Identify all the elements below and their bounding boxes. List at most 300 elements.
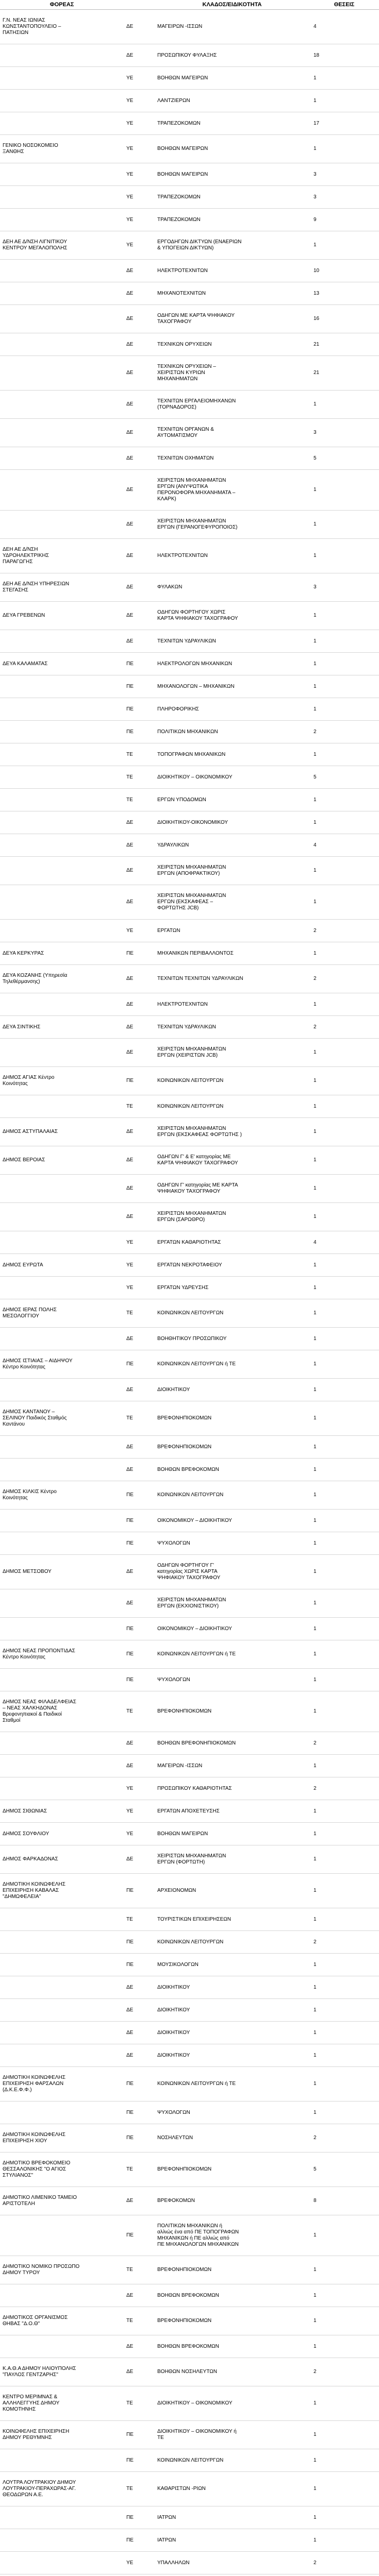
specialty-cell: ΚΑΘΑΡΙΣΤΩΝ -ΡΙΩΝ (155, 2472, 309, 2506)
positions-cell: 1 (309, 67, 379, 90)
organization-cell (0, 209, 124, 231)
positions-cell: 2 (309, 1777, 379, 1800)
positions-cell: 1 (309, 1379, 379, 1401)
category-cell: ΠΕ (124, 1874, 155, 1908)
specialty-cell: ΚΟΙΝΩΝΙΚΩΝ ΛΕΙΤΟΥΡΓΩΝ (155, 1931, 309, 1954)
category-cell: ΤΕ (124, 1401, 155, 1436)
organization-cell (0, 1732, 124, 1755)
category-cell: ΔΕ (124, 630, 155, 653)
category-cell: ΔΕ (124, 1203, 155, 1231)
specialty-cell: ΤΟΠΟΓΡΑΦΩΝ ΜΗΧΑΝΙΚΩΝ (155, 743, 309, 766)
category-cell: ΠΕ (124, 675, 155, 698)
organization-cell (0, 721, 124, 743)
organization-cell: ΔΗΜΟΣ ΚΙΛΚΙΣ Κέντρο Κοινότητας (0, 1481, 124, 1510)
positions-cell: 1 (309, 630, 379, 653)
specialty-cell: ΛΑΝΤΖΙΕΡΩΝ (155, 90, 309, 112)
positions-cell: 1 (309, 1845, 379, 1874)
positions-cell: 1 (309, 231, 379, 260)
category-cell: ΔΕ (124, 333, 155, 356)
organization-cell: ΔΗΜΟΣ ΦΑΡΚΑΔΟΝΑΣ (0, 1845, 124, 1874)
category-cell: ΤΕ (124, 1691, 155, 1732)
specialty-cell: ΒΟΗΘΩΝ ΒΡΕΦΟΚΟΜΩΝ (155, 2335, 309, 2358)
positions-cell: 1 (309, 1976, 379, 1999)
organization-cell (0, 67, 124, 90)
positions-cell: 3 (309, 573, 379, 602)
specialty-cell: ΤΟΥΡΙΣΤΙΚΩΝ ΕΠΙΧΕΙΡΗΣΕΩΝ (155, 1908, 309, 1931)
positions-cell: 1 (309, 653, 379, 675)
specialty-cell: ΟΔΗΓΩΝ Γ' & Ε' κατηγορίας ΜΕ ΚΑΡΤΑ ΨΗΦΙΑΚΟΥ ΤΑΧΟΓΡΑΦΟΥ (155, 1146, 309, 1175)
organization-cell (0, 1669, 124, 1691)
organization-cell (0, 630, 124, 653)
positions-cell: 1 (309, 993, 379, 1016)
category-cell: ΔΕ (124, 260, 155, 282)
organization-cell: ΚΟΙΝΩΦΕΛΗΣ ΕΠΙΧΕΙΡΗΣΗ ΔΗΜΟΥ ΡΕΘΥΜΝΗΣ (0, 2421, 124, 2449)
positions-cell: 2 (309, 721, 379, 743)
category-cell: ΥΕ (124, 1231, 155, 1254)
specialty-cell: ΒΟΗΘΩΝ ΒΡΕΦΟΚΟΜΩΝ (155, 1459, 309, 1481)
specialty-cell: ΝΟΣΗΛΕΥΤΩΝ (155, 2124, 309, 2153)
specialty-cell: ΒΡΕΦΟΝΗΠΙΟΚΟΜΩΝ (155, 1436, 309, 1459)
category-cell: ΠΕ (124, 2102, 155, 2124)
table-row (0, 1277, 379, 1299)
category-cell: ΥΕ (124, 1254, 155, 1277)
table-row (0, 743, 379, 766)
category-cell: ΠΕ (124, 1954, 155, 1976)
specialty-cell: ΧΕΙΡΙΣΤΩΝ ΜΗΧΑΝΗΜΑΤΩΝ ΕΡΓΩΝ (ΣΑΡΩΘΡΟ) (155, 1203, 309, 1231)
table-row (0, 135, 379, 163)
specialty-cell: ΧΕΙΡΙΣΤΩΝ ΜΗΧΑΝΗΜΑΤΩΝ ΕΡΓΩΝ (ΓΕΡΑΝΟΓΕΦΥΡΟΠΟΙΟΣ) (155, 511, 309, 539)
table-row (0, 1401, 379, 1436)
organization-cell (0, 112, 124, 135)
organization-cell: ΔΗΜΟΤΙΚΟ ΒΡΕΦΟΚΟΜΕΙΟ ΘΕΣΣΑΛΟΝΙΚΗΣ "Ο ΑΓΙΟΣ ΣΤΥΛΙΑΝΟΣ" (0, 2153, 124, 2187)
specialty-cell: ΤΕΧΝΙΤΩΝ ΟΡΓΑΝΩΝ & ΑΥΤΟΜΑΤΙΣΜΟΥ (155, 419, 309, 447)
specialty-cell: ΧΕΙΡΙΣΤΩΝ ΜΗΧΑΝΗΜΑΤΩΝ ΕΡΓΩΝ (ΑΝΥΨΩΤΙΚΑ ΠΕΡΟΝΟΦΟΡΑ ΜΗΧΑΝΗΜΑΤΑ – ΚΛΑΡΚ) (155, 470, 309, 511)
positions-cell: 1 (309, 1555, 379, 1589)
positions-cell: 4 (309, 834, 379, 857)
positions-cell: 21 (309, 356, 379, 391)
category-cell: ΥΕ (124, 1800, 155, 1823)
table-row (0, 44, 379, 67)
table-row (0, 1640, 379, 1669)
specialty-cell: ΒΡΕΦΟΝΗΠΙΟΚΟΜΩΝ (155, 1401, 309, 1436)
table-row (0, 2307, 379, 2335)
positions-cell: 1 (309, 2386, 379, 2421)
table-row (0, 653, 379, 675)
positions-cell: 1 (309, 2067, 379, 2102)
organization-cell (0, 419, 124, 447)
organization-cell: ΔΕΥΑ ΓΡΕΒΕΝΩΝ (0, 602, 124, 630)
positions-cell: 1 (309, 2256, 379, 2284)
table-row (0, 1328, 379, 1350)
category-cell: ΤΕ (124, 743, 155, 766)
specialty-cell: ΚΟΙΝΩΝΙΚΩΝ ΛΕΙΤΟΥΡΓΩΝ (155, 2449, 309, 2472)
specialty-cell: ΚΟΙΝΩΝΙΚΩΝ ΛΕΙΤΟΥΡΓΩΝ (155, 1067, 309, 1095)
specialty-cell: ΔΙΟΙΚΗΤΙΚΟΥ – ΟΙΚΟΝΟΜΙΚΟΥ (155, 766, 309, 789)
category-cell: ΠΕ (124, 2421, 155, 2449)
positions-cell: 1 (309, 1459, 379, 1481)
table-row (0, 834, 379, 857)
specialty-cell: ΔΙΟΙΚΗΤΙΚΟΥ (155, 1379, 309, 1401)
category-cell: ΔΕ (124, 419, 155, 447)
specialty-cell: ΜΑΓΕΙΡΩΝ -ΙΣΣΩΝ (155, 10, 309, 44)
organization-cell: ΔΕΥΑ ΚΕΡΚΥΡΑΣ (0, 942, 124, 965)
category-cell: ΔΕ (124, 2358, 155, 2386)
category-cell: ΤΕ (124, 2153, 155, 2187)
specialty-cell: ΚΟΙΝΩΝΙΚΩΝ ΛΕΙΤΟΥΡΓΩΝ ή ΤΕ (155, 2067, 309, 2102)
category-cell: ΔΕ (124, 1379, 155, 1401)
positions-cell: 1 (309, 1254, 379, 1277)
organization-cell (0, 1175, 124, 1203)
positions-cell: 8 (309, 2187, 379, 2215)
category-cell: ΥΕ (124, 1823, 155, 1845)
specialty-cell: ΟΔΗΓΩΝ ΦΟΡΤΗΓΟΥ Γ' κατηγορίας ΧΩΡΙΣ ΚΑΡΤΑ ΨΗΦΙΑΚΟΥ ΤΑΧΟΓΡΑΦΟΥ (155, 1555, 309, 1589)
table-row (0, 1954, 379, 1976)
specialty-cell: ΧΕΙΡΙΣΤΩΝ ΜΗΧΑΝΗΜΑΤΩΝ ΕΡΓΩΝ (ΑΠΟΦΡΑΚΤΙΚΟΥ) (155, 857, 309, 885)
positions-cell: 1 (309, 1277, 379, 1299)
organization-cell: ΔΗΜΟΣ ΕΥΡΩΤΑ (0, 1254, 124, 1277)
table-row (0, 2574, 379, 2576)
table-row (0, 1555, 379, 1589)
specialty-cell: ΚΟΙΝΩΝΙΚΩΝ ΛΕΙΤΟΥΡΓΩΝ (155, 1481, 309, 1510)
positions-cell: 1 (309, 1640, 379, 1669)
organization-cell: ΔΕΥΑ ΣΙΝΤΙΚΗΣ (0, 1016, 124, 1039)
category-cell: ΔΕ (124, 602, 155, 630)
positions-cell: 1 (309, 857, 379, 885)
category-cell: ΔΕ (124, 2284, 155, 2307)
positions-cell: 1 (309, 2506, 379, 2529)
table-row (0, 920, 379, 942)
category-cell: ΔΕ (124, 1175, 155, 1203)
header-theseis: ΘΕΣΕΙΣ (309, 0, 379, 10)
category-cell: ΔΕ (124, 10, 155, 44)
positions-cell: 3 (309, 163, 379, 186)
category-cell: ΠΕ (124, 2506, 155, 2529)
positions-cell: 1 (309, 2022, 379, 2044)
positions-cell: 1 (309, 743, 379, 766)
specialty-cell: ΧΕΙΡΙΣΤΩΝ ΜΗΧΑΝΗΜΑΤΩΝ ΕΡΓΩΝ (ΕΚΣΚΑΦΕΑΣ – ΦΟΡΤΩΤΗΣ JCB) (155, 885, 309, 920)
organization-cell (0, 2529, 124, 2552)
positions-cell: 1 (309, 1589, 379, 1618)
positions-cell: 1 (309, 1328, 379, 1350)
table-row (0, 2529, 379, 2552)
positions-cell: 2 (309, 920, 379, 942)
positions-cell: 1 (309, 1908, 379, 1931)
specialty-cell: ΕΡΓΑΤΩΝ ΥΔΡΕΥΣΗΣ (155, 1277, 309, 1299)
table-row (0, 1481, 379, 1510)
positions-cell: 1 (309, 1095, 379, 1118)
specialty-cell: ΠΟΛΙΤΙΚΩΝ ΜΗΧΑΝΙΚΩΝ ή αλλιώς ένα από ΠΕ ΤΟΠΟΓΡΑΦΩΝ ΜΗΧΑΝΙΚΩΝ ή ΠΕ αλλιώς από ΠΕ ΜΗΧΑΝΟΛΟΓΩΝ ΜΗΧΑΝΙΚΩΝ (155, 2215, 309, 2256)
positions-cell: 3 (309, 419, 379, 447)
organization-cell (0, 356, 124, 391)
positions-cell: 1 (309, 2472, 379, 2506)
category-cell: ΤΕ (124, 789, 155, 811)
positions-cell: 1 (309, 1669, 379, 1691)
category-cell: ΔΕ (124, 1146, 155, 1175)
specialty-cell: ΤΡΑΠΕΖΟΚΟΜΩΝ (155, 209, 309, 231)
positions-cell: 1 (309, 2044, 379, 2067)
organization-cell (0, 1618, 124, 1640)
organization-cell (0, 920, 124, 942)
organization-cell: ΔΕΥΑ ΚΑΛΑΜΑΤΑΣ (0, 653, 124, 675)
table-row (0, 260, 379, 282)
organization-cell (0, 2552, 124, 2574)
positions-cell: 4 (309, 10, 379, 44)
category-cell: ΔΕ (124, 356, 155, 391)
positions-cell: 1 (309, 698, 379, 721)
table-row (0, 511, 379, 539)
positions-cell: 1 (309, 470, 379, 511)
organization-cell (0, 675, 124, 698)
positions-cell: 1 (309, 1510, 379, 1532)
table-row (0, 1016, 379, 1039)
table-row (0, 1777, 379, 1800)
category-cell: ΔΕ (124, 993, 155, 1016)
table-row (0, 10, 379, 44)
organization-cell (0, 1277, 124, 1299)
table-row (0, 857, 379, 885)
organization-cell: ΔΗΜΟΤΙΚΗ ΚΟΙΝΩΦΕΛΗΣ ΕΠΙΧΕΙΡΗΣΗ ΧΙΟΥ (0, 2124, 124, 2153)
positions-cell: 2 (309, 2124, 379, 2153)
organization-cell (0, 885, 124, 920)
table-row (0, 721, 379, 743)
table-row (0, 2022, 379, 2044)
category-cell: ΥΕ (124, 90, 155, 112)
category-cell: ΔΕ (124, 834, 155, 857)
table-row (0, 2124, 379, 2153)
organization-cell: ΔΗΜΟΤΙΚΗ ΚΟΙΝΩΦΕΛΗΣ ΕΠΙΧΕΙΡΗΣΗ ΚΑΒΑΛΑΣ "ΔΗΜΩΦΕΛΕΙΑ" (0, 1874, 124, 1908)
positions-cell: 1 (309, 1618, 379, 1640)
specialty-cell: ΦΥΛΑΚΩΝ (155, 573, 309, 602)
positions-cell: 1 (309, 1481, 379, 1510)
specialty-cell: ΔΙΟΙΚΗΤΙΚΟΥ (155, 1999, 309, 2022)
category-cell: ΔΕ (124, 965, 155, 993)
organization-cell: Γ.Ν. ΝΕΑΣ ΙΩΝΙΑΣ ΚΩΝΣΤΑΝΤΟΠΟΥΛΕΙΟ – ΠΑΤΗΣΙΩΝ (0, 10, 124, 44)
table-row (0, 1146, 379, 1175)
table-row (0, 1067, 379, 1095)
table-row (0, 1254, 379, 1277)
specialty-cell: ΠΡΟΣΩΠΙΚΟΥ ΦΥΛΑΞΗΣ (155, 44, 309, 67)
table-row (0, 2552, 379, 2574)
category-cell: ΔΕ (124, 282, 155, 305)
specialty-cell: ΧΕΙΡΙΣΤΩΝ ΜΗΧΑΝΗΜΑΤΩΝ ΕΡΓΩΝ (ΧΕΙΡΙΣΤΩΝ JCB) (155, 1039, 309, 1067)
category-cell: ΠΕ (124, 1510, 155, 1532)
table-row (0, 1800, 379, 1823)
specialty-cell: ΧΕΙΡΙΣΤΩΝ ΜΗΧΑΝΗΜΑΤΩΝ ΕΡΓΩΝ (ΕΚΣΚΑΦΕΑΣ ΦΟΡΤΩΤΗΣ ) (155, 1118, 309, 1146)
positions-cell: 1 (309, 789, 379, 811)
table-row (0, 2044, 379, 2067)
specialty-cell: ΒΡΕΦΟΚΟΜΩΝ (155, 2187, 309, 2215)
organization-cell (0, 1231, 124, 1254)
table-row (0, 965, 379, 993)
specialty-cell: ΤΕΧΝΙΤΩΝ ΤΕΧΝΙΤΩΝ ΥΔΡΑΥΛΙΚΩΝ (155, 965, 309, 993)
category-cell: ΤΕ (124, 2307, 155, 2335)
table-row (0, 2506, 379, 2529)
positions-cell: 5 (309, 2153, 379, 2187)
table-row (0, 1669, 379, 1691)
positions-cell: 1 (309, 1118, 379, 1146)
table-row (0, 447, 379, 470)
positions-cell: 2 (309, 1931, 379, 1954)
specialty-cell: ΒΟΗΘΩΝ ΜΑΓΕΙΡΩΝ (155, 135, 309, 163)
table-row (0, 2102, 379, 2124)
organization-cell (0, 1532, 124, 1555)
positions-cell: 1 (309, 1203, 379, 1231)
header-klados: ΚΛΑΔΟΣ/ΕΙΔΙΚΟΤΗΤΑ (155, 0, 309, 10)
organization-cell (0, 2102, 124, 2124)
category-cell: ΔΕ (124, 1732, 155, 1755)
organization-cell (0, 1908, 124, 1931)
organization-cell: ΔΗΜΟΣ ΝΕΑΣ ΦΙΛΑΔΕΛΦΕΙΑΣ – ΝΕΑΣ ΧΑΛΚΗΔΟΝΑΣ Βρεφονηπιακοί & Παιδικοί Σταθμοί (0, 1691, 124, 1732)
specialty-cell: ΤΕΧΝΙΤΩΝ ΕΡΓΑΛΕΙΟΜΗΧΑΝΩΝ (ΤΟΡΝΑΔΟΡΟΣ) (155, 391, 309, 419)
organization-cell (0, 993, 124, 1016)
specialty-cell: ΤΕΧΝΙΚΩΝ ΟΡΥΧΕΙΩΝ – ΧΕΙΡΙΣΤΩΝ ΚΥΡΙΩΝ ΜΗΧΑΝΗΜΑΤΩΝ (155, 356, 309, 391)
positions-cell: 1 (309, 2307, 379, 2335)
specialty-cell: ΔΙΟΙΚΗΤΙΚΟΥ – ΟΙΚΟΝΟΜΙΚΟΥ ή ΤΕ (155, 2421, 309, 2449)
organization-cell (0, 260, 124, 282)
table-row (0, 231, 379, 260)
category-cell: ΔΕ (124, 447, 155, 470)
table-row (0, 2067, 379, 2102)
positions-cell: 1 (309, 135, 379, 163)
organization-cell (0, 811, 124, 834)
table-row (0, 305, 379, 333)
table-row (0, 2284, 379, 2307)
category-cell: ΥΕ (124, 163, 155, 186)
specialty-cell: ΜΟΥΣΙΚΟΛΟΓΩΝ (155, 1954, 309, 1976)
table-row (0, 766, 379, 789)
header-category (124, 0, 155, 10)
category-cell: ΠΕ (124, 2124, 155, 2153)
positions-cell: 1 (309, 1350, 379, 1379)
table-row (0, 1845, 379, 1874)
positions-cell: 1 (309, 391, 379, 419)
category-cell: ΔΕ (124, 2335, 155, 2358)
specialty-cell: ΕΡΓΩΝ ΥΠΟΔΟΜΩΝ (155, 789, 309, 811)
category-cell: ΔΕ (124, 2187, 155, 2215)
specialty-cell: ΥΔΡΑΥΛΙΚΩΝ (155, 834, 309, 857)
organization-cell (0, 698, 124, 721)
category-cell: ΠΕ (124, 1931, 155, 1954)
organization-cell (0, 1039, 124, 1067)
organization-cell: ΔΕΗ ΑΕ Δ/ΝΣΗ ΥΠΗΡΕΣΙΩΝ ΣΤΕΓΑΣΗΣ (0, 573, 124, 602)
organization-cell (0, 333, 124, 356)
table-row (0, 789, 379, 811)
positions-cell: 1 (309, 2529, 379, 2552)
organization-cell (0, 186, 124, 209)
specialty-cell: ΕΡΓΟΔΗΓΩΝ ΔΙΚΤΥΩΝ (ΕΝΑΕΡΙΩΝ & ΥΠΟΓΕΙΩΝ ΔΙΚΤΥΩΝ) (155, 231, 309, 260)
organization-cell: ΔΗΜΟΣ ΜΕΤΣΟΒΟΥ (0, 1555, 124, 1589)
positions-cell: 5 (309, 766, 379, 789)
specialty-cell: ΗΛΕΚΤΡΟΤΕΧΝΙΤΩΝ (155, 993, 309, 1016)
positions-cell: 1 (309, 2284, 379, 2307)
specialty-cell: ΔΙΟΙΚΗΤΙΚΟΥ (155, 2022, 309, 2044)
specialty-cell: ΒΟΗΘΩΝ ΜΑΓΕΙΡΩΝ (155, 163, 309, 186)
specialty-cell: ΧΕΙΡΙΣΤΩΝ ΜΗΧΑΝΗΜΑΤΩΝ ΕΡΓΩΝ (ΕΚΧΙΟΝΙΣΤΙΚΟΥ) (155, 1589, 309, 1618)
positions-cell: 1 (309, 1039, 379, 1067)
category-cell: ΔΕ (124, 2022, 155, 2044)
positions-cell: 1 (309, 1299, 379, 1328)
category-cell: ΔΕ (124, 539, 155, 573)
category-cell: ΔΕ (124, 1589, 155, 1618)
specialty-cell: ΠΟΛΙΤΙΚΩΝ ΜΗΧΑΝΙΚΩΝ (155, 721, 309, 743)
specialty-cell: ΨΥΧΟΛΟΓΩΝ (155, 1669, 309, 1691)
table-row (0, 698, 379, 721)
table-row (0, 2153, 379, 2187)
specialty-cell: ΙΑΤΡΩΝ (155, 2529, 309, 2552)
category-cell: ΔΕ (124, 1016, 155, 1039)
category-cell: ΠΕ (124, 2529, 155, 2552)
organization-cell (0, 857, 124, 885)
specialty-cell: ΑΡΧΕΙΟΝΟΜΩΝ (155, 1874, 309, 1908)
organization-cell: ΔΗΜΟΤΙΚΟ ΛΙΜΕΝΙΚΟ ΤΑΜΕΙΟ ΑΡΙΣΤΟΤΕΛΗ (0, 2187, 124, 2215)
positions-cell: 1 (309, 1800, 379, 1823)
specialty-cell: ΒΡΕΦΟΝΗΠΙΟΚΟΜΩΝ (155, 1691, 309, 1732)
specialty-cell: ΙΑΤΡΩΝ (155, 2506, 309, 2529)
organization-cell (0, 44, 124, 67)
table-row (0, 163, 379, 186)
table-row (0, 1691, 379, 1732)
category-cell: ΠΕ (124, 2215, 155, 2256)
category-cell: ΥΕ (124, 209, 155, 231)
specialty-cell: ΟΙΚΟΝΟΜΙΚΟΥ – ΔΙΟΙΚΗΤΙΚΟΥ (155, 1510, 309, 1532)
organization-cell (0, 1954, 124, 1976)
category-cell: ΔΕ (124, 1845, 155, 1874)
category-cell: ΔΕ (124, 44, 155, 67)
table-row (0, 2358, 379, 2386)
category-cell: ΥΕ (124, 186, 155, 209)
organization-cell (0, 2335, 124, 2358)
category-cell: ΠΕ (124, 1640, 155, 1669)
category-cell: ΠΕ (124, 1067, 155, 1095)
table-row (0, 90, 379, 112)
organization-cell (0, 2044, 124, 2067)
table-row (0, 811, 379, 834)
organization-cell (0, 1755, 124, 1777)
positions-cell: 1 (309, 1755, 379, 1777)
table-row (0, 2335, 379, 2358)
organization-cell: ΔΗΜΟΣ ΚΑΝΤΑΝΟΥ – ΣΕΛΙΝΟΥ Παιδικός Σταθμός Καντάνου (0, 1401, 124, 1436)
category-cell: ΥΕ (124, 231, 155, 260)
organization-cell: ΛΟΥΤΡΑ ΛΟΥΤΡΑΚΙΟΥ ΔΗΜΟΥ ΛΟΥΤΡΑΚΙΟΥ-ΠΕΡΑΧΩΡΑΣ-ΑΓ. ΘΕΟΔΩΡΩΝ Α.Ε. (0, 2472, 124, 2506)
positions-cell: 18 (309, 44, 379, 67)
organization-cell (0, 1095, 124, 1118)
positions-cell: 1 (309, 1954, 379, 1976)
positions-cell: 1 (309, 1532, 379, 1555)
organization-cell (0, 163, 124, 186)
organization-cell (0, 1379, 124, 1401)
organization-cell: ΔΗΜΟΤΙΚΟΣ ΟΡΓΑΝΙΣΜΟΣ ΘΗΒΑΣ "Δ.Ο.Θ" (0, 2307, 124, 2335)
organization-cell (0, 1976, 124, 1999)
specialty-cell: ΒΡΕΦΟΝΗΠΙΟΚΟΜΩΝ (155, 2153, 309, 2187)
organization-cell: ΔΗΜΟΣ ΝΕΑΣ ΠΡΟΠΟΝΤΙΔΑΣ Κέντρο Κοινότητας (0, 1640, 124, 1669)
category-cell: ΠΕ (124, 1669, 155, 1691)
organization-cell (0, 743, 124, 766)
category-cell: ΠΕ (124, 942, 155, 965)
category-cell: ΔΕ (124, 1118, 155, 1146)
category-cell: ΔΕ (124, 2044, 155, 2067)
positions-cell: 1 (309, 2449, 379, 2472)
category-cell: ΔΕ (124, 885, 155, 920)
organization-cell (0, 1510, 124, 1532)
positions-cell: 1 (309, 511, 379, 539)
organization-cell (0, 2022, 124, 2044)
organization-cell (0, 2449, 124, 2472)
specialty-cell: ΒΟΗΘΩΝ ΒΡΕΦΟΝΗΠΙΟΚΟΜΩΝ (155, 1732, 309, 1755)
specialty-cell: ΒΡΕΦΟΝΗΠΙΟΚΟΜΩΝ (155, 2307, 309, 2335)
category-cell: ΔΕ (124, 1436, 155, 1459)
organization-cell (0, 834, 124, 857)
category-cell: ΤΕ (124, 2472, 155, 2506)
